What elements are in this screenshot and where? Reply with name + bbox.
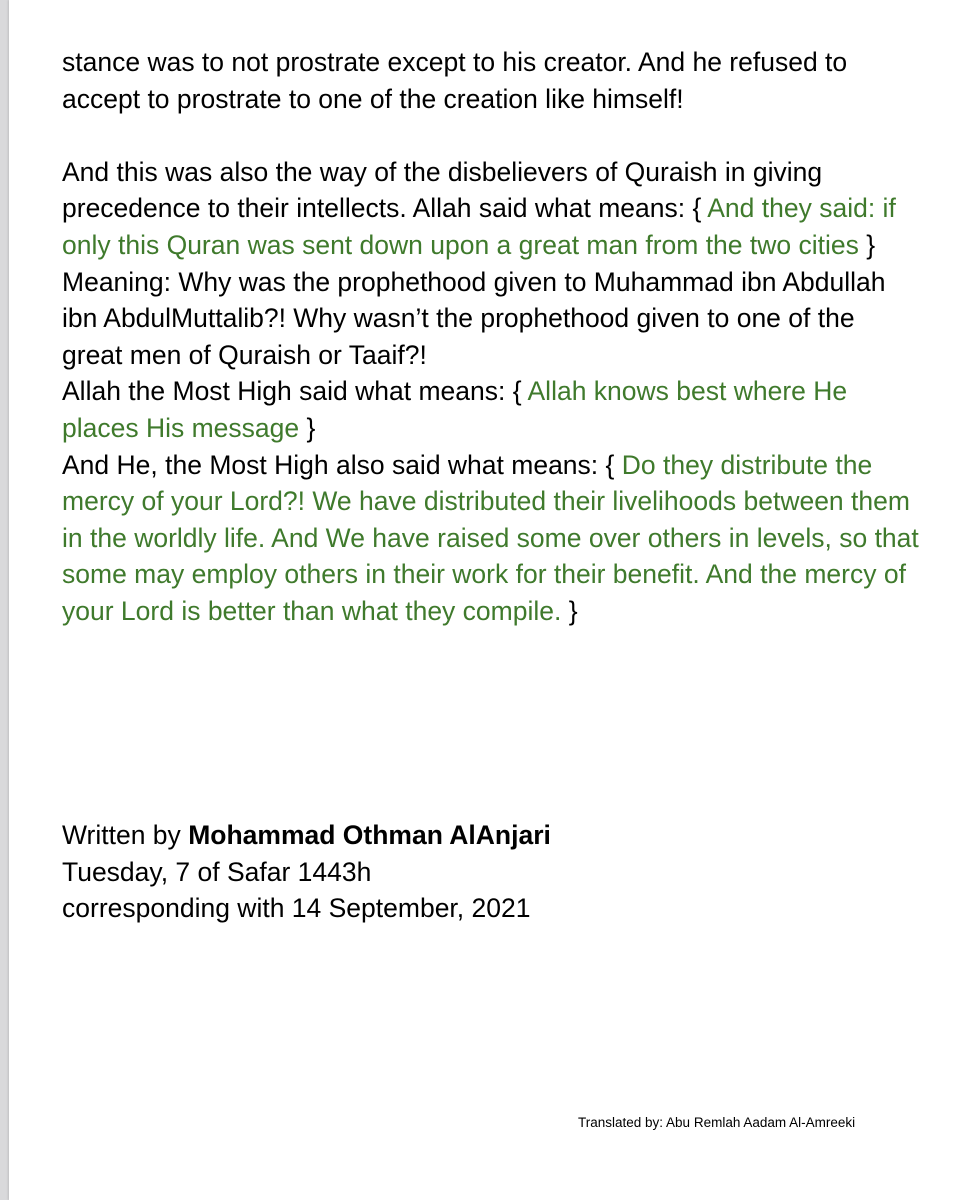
hijri-date: Tuesday, 7 of Safar 1443h bbox=[62, 856, 372, 887]
gregorian-date: corresponding with 14 September, 2021 bbox=[62, 893, 531, 924]
written-by-label: Written by bbox=[62, 820, 181, 850]
paragraph-1 bbox=[62, 44, 922, 117]
paragraph-2-intro: And this was also the way of the disbelievers of Quraish in giving precedence to their intellects. Allah said what means: bbox=[62, 156, 823, 224]
paragraph-1-text: stance was to not prostrate except to his creator. And he refused to accept to prostrate to one of the creation like himself! bbox=[62, 47, 848, 114]
paragraph-4-intro: Allah the Most High said what means: bbox=[62, 376, 506, 407]
quran-quote-2: Allah knows best where He places His message bbox=[62, 376, 848, 443]
close-brace: } bbox=[866, 229, 876, 260]
paragraph-2 bbox=[62, 154, 922, 264]
paragraph-4 bbox=[62, 373, 922, 446]
paragraph-5-intro: And He, the Most High also said what means: bbox=[62, 449, 599, 480]
quran-quote-1: And they said: if only this Quran was sent down upon a great man from the two cities bbox=[62, 193, 896, 260]
paragraph-spacer bbox=[62, 117, 922, 154]
paragraph-3-text: Meaning: Why was the prophethood given to Muhammad ibn Abdullah ibn AbdulMuttalib?! Why wasn’t the prophethood given to one of the great men of Quraish or Taaif?! bbox=[62, 266, 886, 370]
translator-credit: Translated by: Abu Remlah Aadam Al-Amreeki bbox=[578, 1115, 856, 1130]
close-brace: } bbox=[568, 595, 578, 626]
quran-quote-3: Do they distribute the mercy of your Lord?! We have distributed their livelihoods between them in the worldly life. And We have raised some over others in levels, so that some may employ others in their work for their benefit. And the mercy of your Lord is better than what they compile. bbox=[62, 449, 919, 626]
author-name: Mohammad Othman AlAnjari bbox=[188, 820, 551, 850]
open-brace: { bbox=[692, 193, 702, 224]
article-body bbox=[62, 44, 922, 630]
written-by-line bbox=[62, 817, 922, 854]
paragraph-5 bbox=[62, 447, 922, 630]
paragraph-3 bbox=[62, 264, 922, 374]
signature-block bbox=[62, 817, 922, 927]
open-brace: { bbox=[605, 449, 615, 480]
open-brace: { bbox=[512, 376, 522, 407]
close-brace: } bbox=[306, 412, 316, 443]
document-page bbox=[9, 0, 961, 1200]
